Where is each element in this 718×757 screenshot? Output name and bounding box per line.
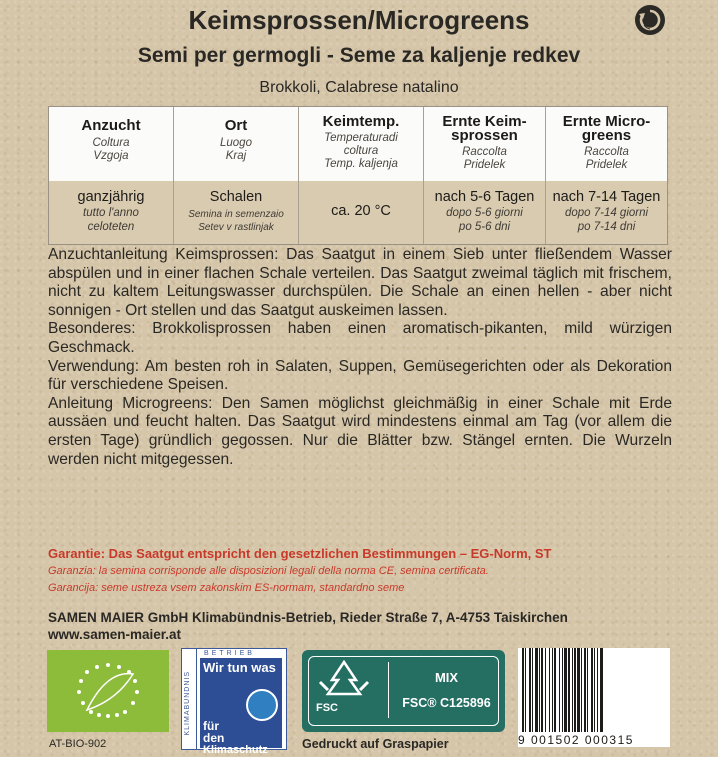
klimabuendnis-logo: KLIMABÜNDNIS BETRIEB Wir tun was für den Klimaschutz bbox=[181, 648, 287, 750]
company-website: www.samen-maier.at bbox=[48, 627, 182, 642]
company-address: SAMEN MAIER GmbH Klimabündnis-Betrieb, Rieder Straße 7, A-4753 Taiskirchen bbox=[48, 610, 568, 625]
eu-organic-leaf-icon bbox=[47, 650, 169, 732]
klima-side-label: KLIMABÜNDNIS bbox=[184, 671, 191, 736]
fsc-license-code: FSC® C125896 bbox=[402, 696, 491, 710]
guarantee-de: Garantie: Das Saatgut entspricht den gesetzlichen Bestimmungen – EG-Norm, ST bbox=[48, 546, 552, 561]
header-cell-keimtemp: Keimtemp. Temperaturadi coltura Temp. kaljenja bbox=[299, 107, 424, 181]
klima-slogan-line1: Wir tun was bbox=[203, 660, 276, 675]
header-cell-anzucht: Anzucht Coltura Vzgoja bbox=[49, 107, 174, 181]
globe-icon bbox=[246, 689, 278, 721]
value-cell-ort: Schalen Semina in semenzaio Setev v rastlinjak bbox=[174, 181, 299, 244]
product-title: Keimsprossen/Microgreens bbox=[188, 5, 530, 35]
fsc-mix-label: MIX bbox=[434, 670, 459, 685]
instructions-microgreens: Anleitung Microgreens: Den Samen möglichst gleichmäßig in einer Schale mit Erde aussäen und feucht halten. Das Saatgut wird mindestens einmal am Tag (vor allem die ersten Tage) gründlich gegossen. Nur die Blätter bzw. Stängel ernten. Die Wurzeln werden nicht mitgegessen. bbox=[48, 394, 672, 468]
value-cell-ernte-microgreens: nach 7-14 Tagen dopo 7-14 giorni po 7-14 dni bbox=[552, 189, 661, 233]
header-cell-ernte-keimsprossen: Ernte Keim- sprossen Raccolta Pridelek bbox=[424, 107, 546, 181]
instructions-text bbox=[48, 246, 672, 469]
special-notes: Besonderes: Brokkolisprossen haben einen aromatisch-pikanten, mild würzigen Geschmack. bbox=[48, 320, 672, 356]
variety-name: Brokkoli, Calabrese natalino bbox=[259, 79, 459, 96]
table-body bbox=[49, 181, 667, 244]
fsc-tree-icon bbox=[316, 660, 372, 702]
cultivation-table bbox=[48, 106, 668, 245]
guarantee-it: Garanzia: la semina corrisponde alle disposizioni legali della norma CE, semina certificata. bbox=[48, 565, 489, 577]
barcode bbox=[518, 648, 670, 747]
value-cell-ernte-keimsprossen: nach 5-6 Tagen dopo 5-6 giorni po 5-6 dni bbox=[424, 181, 546, 244]
klima-slogan-line2: für bbox=[203, 719, 219, 733]
recycle-icon bbox=[635, 5, 665, 35]
usage-notes: Verwendung: Am besten roh in Salaten, Suppen, Gemüsegerichten oder als Dekoration für verschiedene Speisen. bbox=[48, 357, 672, 394]
klima-top-label: BETRIEB bbox=[204, 650, 255, 657]
paper-note: Gedruckt auf Graspapier bbox=[302, 737, 449, 751]
instructions-keimsprossen: Anzuchtanleitung Keimsprossen: Das Saatgut in einem Sieb unter fließendem Wasser abspülen und in einer flachen Schale verteilen. Das Saatgut zweimal täglich mit frischem, nicht zu kaltem Leitungswasser durchspülen. Die Schale an einen hellen - aber nicht sonnigen - Ort stellen und das Saatgut auskeimen lassen. bbox=[48, 246, 672, 319]
organic-control-code: AT-BIO-902 bbox=[49, 738, 107, 750]
value-cell-anzucht: ganzjährig tutto l'anno celoteten bbox=[49, 181, 174, 244]
value-cell-keimtemp: ca. 20 °C bbox=[299, 181, 424, 244]
product-subtitle: Semi per germogli - Seme za kaljenje redkev bbox=[137, 44, 581, 67]
fsc-logo bbox=[302, 650, 505, 732]
header-cell-ort: Ort Luogo Kraj bbox=[174, 107, 299, 181]
barcode-bars bbox=[518, 648, 670, 736]
guarantee-sl: Garancija: seme ustreza vsem zakonskim ES-normam, standardno seme bbox=[48, 582, 405, 594]
header-cell-ernte-microgreens: Ernte Micro- greens Raccolta Pridelek bbox=[562, 113, 651, 171]
fsc-label: FSC bbox=[316, 702, 338, 714]
barcode-digits: 9 001502 000315 bbox=[518, 733, 670, 747]
table-header bbox=[49, 107, 667, 181]
